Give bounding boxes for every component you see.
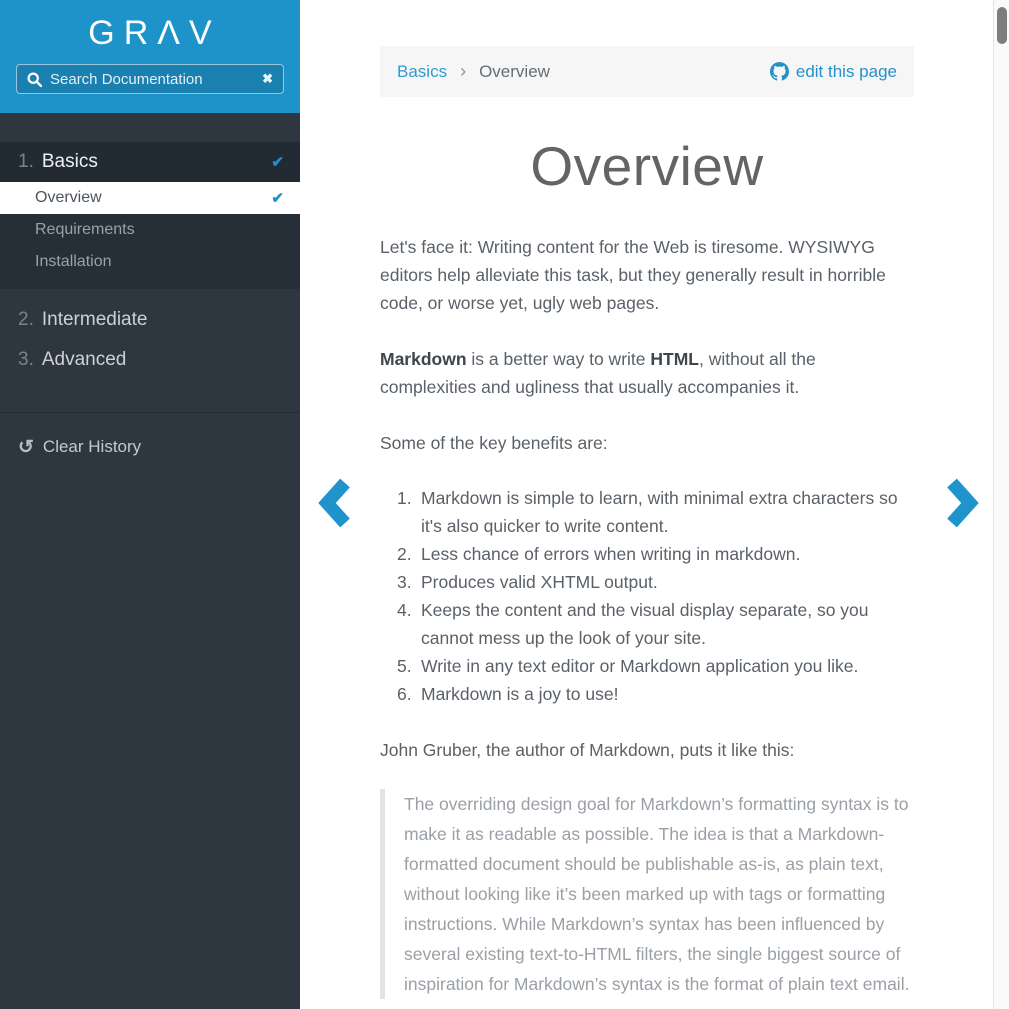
search-icon <box>27 72 42 87</box>
list-text: Less chance of errors when writing in markdown. <box>421 544 801 564</box>
sidebar-divider <box>0 412 300 413</box>
list-number: 4. <box>397 600 412 620</box>
list-text: Markdown is a joy to use! <box>421 684 619 704</box>
chapter-basics-block <box>0 142 300 289</box>
search-box[interactable] <box>16 64 284 94</box>
list-text: Keeps the content and the visual display separate, so you cannot mess up the look of your site. <box>421 600 869 648</box>
history-icon: ↺ <box>18 436 34 458</box>
list-number: 5. <box>397 656 412 676</box>
list-number: 6. <box>397 684 412 704</box>
breadcrumb-link-basics[interactable]: Basics <box>397 61 448 81</box>
markdown-quote: The overriding design goal for Markdown’s formatting syntax is to make it as readable as possible. The idea is that a Markdown-formatted document should be publishable as-is, as plain text, without looking like it’s been marked up with tags or formatting instructions. While Markdown’s syntax has been influenced by several existing text-to-HTML filters, the single biggest source of inspiration for Markdown’s syntax is the format of plain text email. <box>380 789 914 999</box>
list-item <box>380 484 914 540</box>
grav-logo[interactable]: GRΛV <box>88 14 221 52</box>
scrollbar-track[interactable] <box>993 0 1009 1009</box>
breadcrumb <box>380 46 914 97</box>
list-item <box>380 680 914 708</box>
sidebar-header <box>0 0 300 113</box>
chapter-number: 3. <box>18 349 34 370</box>
gruber-paragraph: John Gruber, the author of Markdown, puts it like this: <box>380 740 795 760</box>
page-label: Requirements <box>35 221 135 238</box>
list-item <box>380 596 914 652</box>
chapter-label: Advanced <box>41 349 127 370</box>
benefits-list <box>380 484 914 708</box>
check-icon: ✔ <box>271 190 284 207</box>
chevron-right-icon: › <box>460 61 467 81</box>
sidebar-item-requirements[interactable] <box>0 214 300 246</box>
sidebar-item-overview[interactable] <box>0 182 300 214</box>
content-column <box>380 46 914 999</box>
next-page-arrow[interactable] <box>944 477 980 529</box>
list-item <box>380 540 914 568</box>
bold-markdown: Markdown <box>380 349 467 369</box>
page-label: Overview <box>35 189 102 206</box>
github-icon <box>770 62 789 81</box>
sidebar-item-basics[interactable] <box>0 142 300 182</box>
paragraph-text: is a better way to write <box>466 349 651 369</box>
chapter-number: 2. <box>18 309 34 330</box>
list-item <box>380 568 914 596</box>
intro-paragraph: Let's face it: Writing content for the Web is tiresome. WYSIWYG editors help alleviate this task, but they generally result in horrible code, or worse yet, ugly web pages. <box>380 237 886 313</box>
edit-link-label: edit this page <box>795 61 897 81</box>
chapter-number: 1. <box>18 151 34 172</box>
sidebar-item-advanced[interactable] <box>0 340 300 380</box>
list-text: Markdown is simple to learn, with minimal extra characters so it's also quicker to write content. <box>421 488 898 536</box>
breadcrumb-current-page: Overview <box>479 61 550 81</box>
scrollbar-thumb[interactable] <box>997 7 1007 44</box>
list-text: Produces valid XHTML output. <box>421 572 658 592</box>
sidebar-gap <box>0 113 300 142</box>
clear-history-label: Clear History <box>42 437 142 456</box>
page-label: Installation <box>35 253 112 270</box>
search-clear-icon[interactable]: ✖ <box>262 71 273 86</box>
main-content <box>300 0 1009 1009</box>
search-input[interactable] <box>50 71 256 88</box>
page-title: Overview <box>530 135 764 197</box>
sidebar-item-intermediate[interactable] <box>0 300 300 340</box>
paragraph-text: , without all the complexities and ugliness that usually accompanies it. <box>380 349 816 397</box>
list-number: 1. <box>397 488 412 508</box>
check-icon: ✔ <box>271 154 284 171</box>
chapter-label: Basics <box>41 151 98 172</box>
article <box>380 135 914 999</box>
sidebar-item-installation[interactable] <box>0 246 300 278</box>
list-number: 2. <box>397 544 412 564</box>
sidebar <box>0 0 300 1009</box>
markdown-paragraph <box>380 345 914 401</box>
list-item <box>380 652 914 680</box>
bold-html: HTML <box>650 349 699 369</box>
list-text: Write in any text editor or Markdown application you like. <box>421 656 859 676</box>
benefits-intro: Some of the key benefits are: <box>380 433 608 453</box>
chapter-label: Intermediate <box>41 309 148 330</box>
edit-this-page-link[interactable] <box>770 62 897 82</box>
list-number: 3. <box>397 572 412 592</box>
previous-page-arrow[interactable] <box>317 477 353 529</box>
clear-history-button[interactable] <box>0 437 300 457</box>
